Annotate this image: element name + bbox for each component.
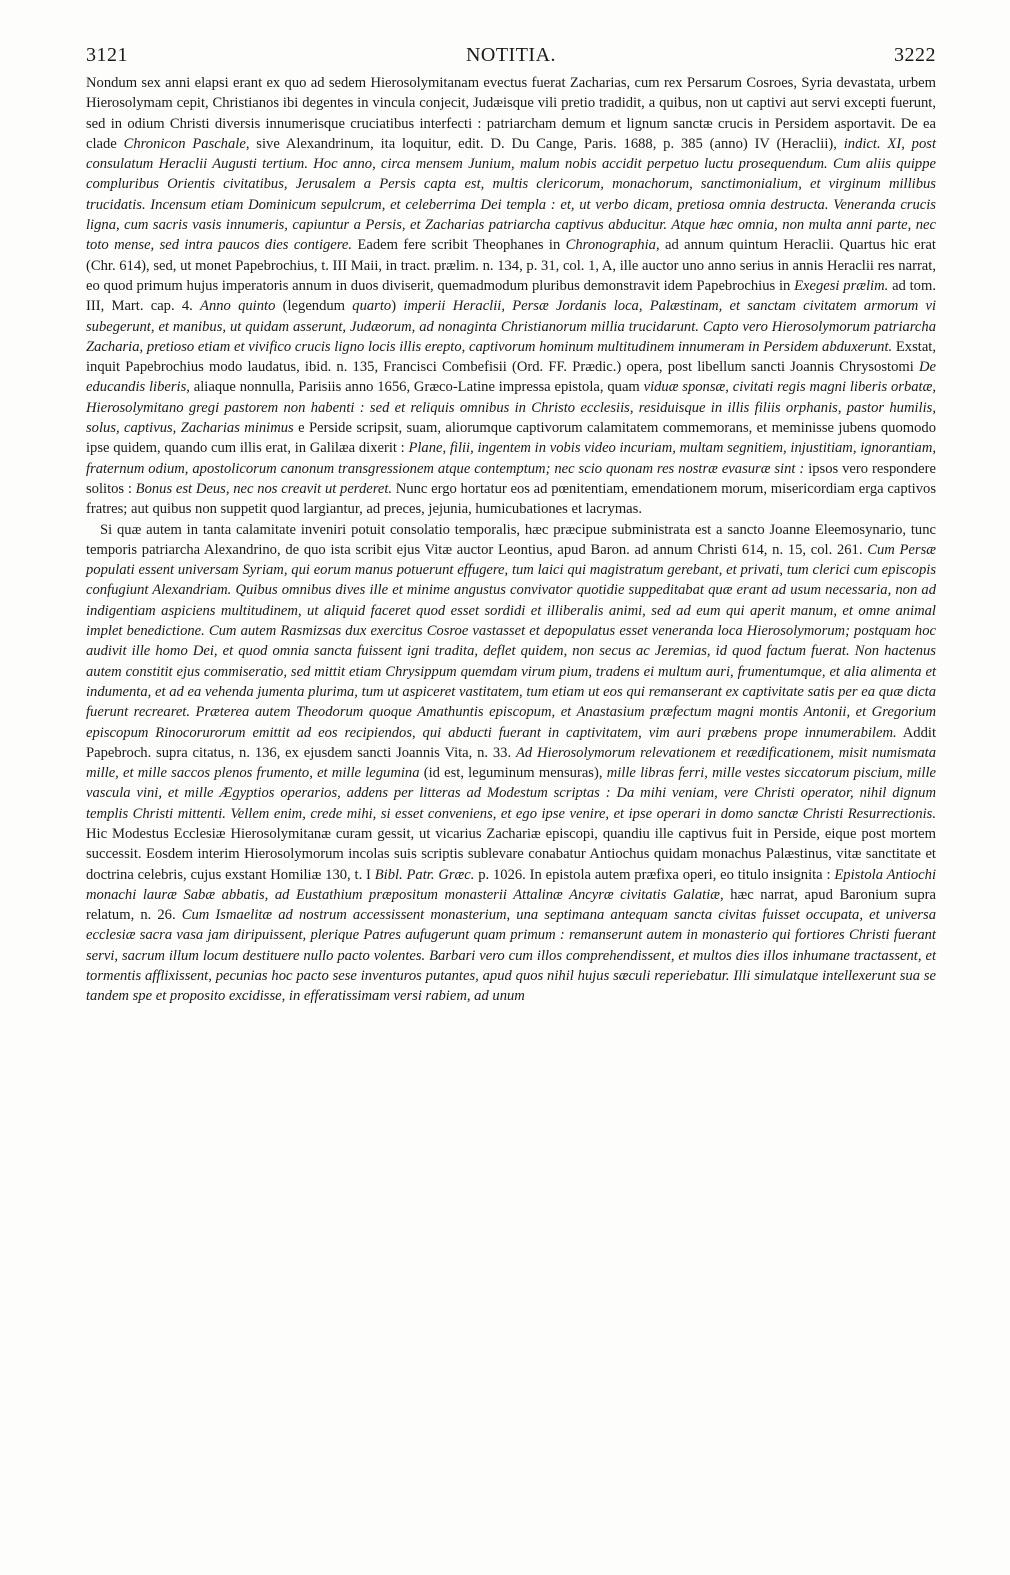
italic-run: Epistola Antiochi monachi lauræ Sabæ abbatis, ad Eustathium præpositum monasterii Attalinæ Ancyræ civitatis Galatiæ	[86, 866, 937, 903]
italic-run: indict. XI, post consulatum Heraclii Augusti tertium. Hoc anno, circa mensem Junium, malum nobis accidit perpetuo luctu prosequendum. Cum aliis quippe compluribus Orientis civitatibus, Jerusalem a Persis capta est, multis clericorum, monachorum, sanctimonialium, et virginum millibus trucidatis. Incensum etiam Dominicum sepulcrum, et celeberrima Dei templa : et, ut verbo dicam, pretiosa omnia destructa. Veneranda crucis ligna, cum sacris vasis innumeris, capiuntur a Persis, et Zacharias patriarcha captivus abducitur. Atque hæc omnia, non multa anni parte, nec toto mense, sed intra paucos dies contigere.	[86, 135, 936, 254]
text-run: (id est, leguminum mensuras),	[419, 765, 607, 782]
text-run: , sive Alexandrinum, ita loquitur, edit. D. Du Cange, Paris. 1688, p. 385 (anno) IV (Heraclii),	[245, 135, 844, 152]
italic-run: Plane, filii, ingentem in vobis video incuriam, multam segnitiem, injustitiam, ignorantiam, fraternum odium, apostolicorum canonum transgressionem atque contemptum; nec scio quonam res nostræ evasuræ sint :	[86, 440, 937, 477]
text-run: , ad annum quintum Heraclii. Quartus hic erat (Chr. 614), sed, ut monet Papebrochius, t. III Maii, in tract. prælim. n. 134, p. 31, col. 1, A, ille auctor uno anno serius in annis Heraclii res narrat, eo quod primum hujus imperatoris annum in duos diviserit, quemadmodum pluribus demonstravit idem Papebrochius in	[86, 237, 936, 294]
text-run: Exstat, inquit Papebrochius modo laudatus, ibid. n. 135, Francisci Combefisii (Ord. FF. Prædic.) opera, post libellum sancti Joannis Chrysostomi	[86, 338, 936, 376]
italic-run: Cum Persæ populati essent universam Syriam, qui eorum manus potuerunt effugere, tum laici qui magistratum gerebant, et privati, tum clerici cum episcopis confugiunt Alexandriam. Quibus omnibus dives ille et minime angustus convivator quotidie suppeditabat quæ erant ad usum necessaria, non ad indigentiam aspiciens multitudinem, ut aliquid faceret quod esset sordidi et illiberalis animi, sed ad eum qui aperit manum, et omne animal implet benedictione. Cum autem Rasmizsas dux exercitus Cosroe vastasset et depopulatus esset veneranda loca Hierosolymorum; postquam hoc audivit ille homo Dei, et quod omnia sancta fuissent igni tradita, deflet quidem, non secus ac Jeremias, id quod factum fuerat. Non hactenus autem constitit ejus commiseratio, sed mittit etiam Chrysippum quemdam virum pium, tradens ei multum auri, frumentumque, et alia alimenta et indumenta, et ad ea vehenda jumenta plurima, tum ut aspiceret vastitatem, tum etiam ut eos qui remanserant ex captivitate satis per ea quæ dicta fuerunt recrearet. Præterea autem Theodorum quoque Amathuntis episcopum, et Anastasium præfectum magni montis Antonii, et Gregorium episcopum Rinocorurorum emittit ad eos recipiendos, qui abducti fuerant in captivitatem, vim auri præbens prope innumerabilem.	[86, 541, 937, 741]
text-run: Eadem fere scribit Theophanes in	[352, 237, 566, 254]
page-header	[86, 44, 936, 72]
body-text	[86, 73, 936, 1007]
paragraph	[86, 520, 936, 1007]
text-run: Nondum sex anni elapsi erant ex quo ad sedem Hierosolymitanam evectus fuerat Zacharias, cum rex Persarum Cosroes, Syria devastata, urbem Hierosolymam cepit, Christianos ibi degentes in vincula conjecit, Judæisque vili pretio tradidit, a quibus, non ut captivi aut servi excepti fuerunt, sed in odium Christi diversis innumerisque cruciatibus interfecti : patriarcham demum et lignum sanctæ crucis in Persidem asportavit. De ea clade	[86, 75, 936, 152]
italic-run: Ad Hierosolymorum relevationem et reædificationem, misit numismata mille, et mille saccos plenos frumento, et mille legumina	[86, 744, 936, 782]
right-column-number: 3222	[894, 44, 936, 66]
italic-run: Exegesi prælim.	[794, 277, 889, 294]
text-run: Nunc ergo hortatur eos ad pœnitentiam, emendationem morum, misericordiam erga captivos fratres; aut quibus non suppetit quod largiantur, ad preces, jejunia, humicubationes et lacrymas.	[86, 480, 936, 518]
paragraph	[86, 73, 936, 520]
italic-run: De educandis liberis	[86, 359, 936, 396]
italic-run: imperii Heraclii, Persæ Jordanis loca, Palæstinam, et sanctam civitatem armorum vi subegerunt, et manibus, ut quidam asserunt, Judæorum, ad nonaginta Christianorum millia trucidarunt. Capto vero Hierosolymorum patriarcha Zacharia, pretioso etiam et vivifico crucis ligno locis illis erepto, captivorum hominum multitudinem innumeram in Persidem abduxerunt.	[86, 298, 936, 355]
text-run: )	[391, 298, 404, 315]
text-run: (legendum	[275, 298, 353, 315]
text-run: Si quæ autem in tanta calamitate inveniri potuit consolatio temporalis, hæc præcipue subministrata est a sancto Joanne Eleemosynario, tunc temporis patriarcha Alexandrino, de quo ista scribit ejus Vitæ auctor Leontius, apud Baron. ad annum Christi 614, n. 15, col. 261.	[86, 521, 936, 558]
left-column-number: 3121	[86, 44, 128, 66]
text-run: e Perside scripsit, suam, aliorumque captivorum calamitatem commemorans, et meminisse jubens quomodo ipse quidem, quando cum illis erat, in Galilæa dixerit :	[86, 420, 937, 457]
text-run: Addit Papebroch. supra citatus, n. 136, ex ejusdem sancti Joannis Vita, n. 33.	[86, 724, 936, 761]
italic-run: Chronographia	[565, 237, 656, 254]
text-run: ipsos vero respondere solitos :	[86, 460, 937, 497]
text-run: , hæc narrat, apud Baronium supra relatum, n. 26.	[86, 886, 936, 924]
italic-run: mille libras ferri, mille vestes siccatorum piscium, mille vascula vini, et mille Ægyptios operarios, addens per litteras ad Modestum scriptas : Da mihi veniam, vere Christi operator, nihil dignum templis Christi mittenti. Vellem enim, crede mihi, si esset conveniens, et ego ipse venire, et ipse operari in domo sanctæ Christi Resurrectionis.	[86, 765, 937, 822]
text-run: ad tom. III, Mart. cap. 4.	[86, 277, 936, 315]
text-run: p. 1026. In epistola autem præfixa operi, eo titulo insignita :	[474, 866, 835, 883]
text-run: , aliaque nonnulla, Parisiis anno 1656, Græco-Latine impressa epistola, quam	[186, 379, 644, 396]
italic-run: Cum Ismaelitæ ad nostrum accessissent monasterium, una septimana antequam sancta civitas fuisset occupata, et universa ecclesiæ sacra vasa jam diripuissent, plerique Patres aufugerunt quam primum : remanserunt autem in monasterio qui fortiores Christi fuerant servi, sacrum illum locum destituere nullo pacto volentes. Barbari vero cum illos comprehendissent, et multos dies illos inhumane tractassent, et tormentis afflixissent, pecunias hoc pacto sese inventuros putantes, apud quos nihil hujus sæculi reperiebatur. Illi simulatque intellexerunt sua se tandem spe et proposito excidisse, in efferatissimam versi rabiem, ad unum	[86, 907, 937, 1005]
running-head: NOTITIA.	[465, 44, 557, 66]
text-run: Hic Modestus Ecclesiæ Hierosolymitanæ curam gessit, ut vicarius Zachariæ episcopi, quandiu ille captivus fuit in Perside, eique post mortem successit. Eosdem interim Hierosolymorum incolas suis scriptis sublevare conabatur Antiochus quidam monachus Palæstinus, vitæ sanctitate et doctrina celebris, cujus exstant Homiliæ 130, t. I	[86, 825, 936, 883]
italic-run: Chronicon Paschale	[123, 135, 246, 152]
italic-run: quarto	[352, 298, 392, 315]
italic-run: Bibl. Patr. Græc.	[374, 866, 475, 883]
italic-run: viduæ sponsæ, civitati regis magni liberis orbatæ, Hierosolymitano gregi pastorem non habenti : sed et reliquis omnibus in Christo ecclesiis, residuisque in illis filiis orphanis, pastor humilis, solus, captivus, Zacharias minimus	[86, 379, 936, 437]
italic-run: Anno quinto	[200, 298, 276, 315]
italic-run: Bonus est Deus, nec nos creavit ut perderet.	[135, 480, 393, 497]
